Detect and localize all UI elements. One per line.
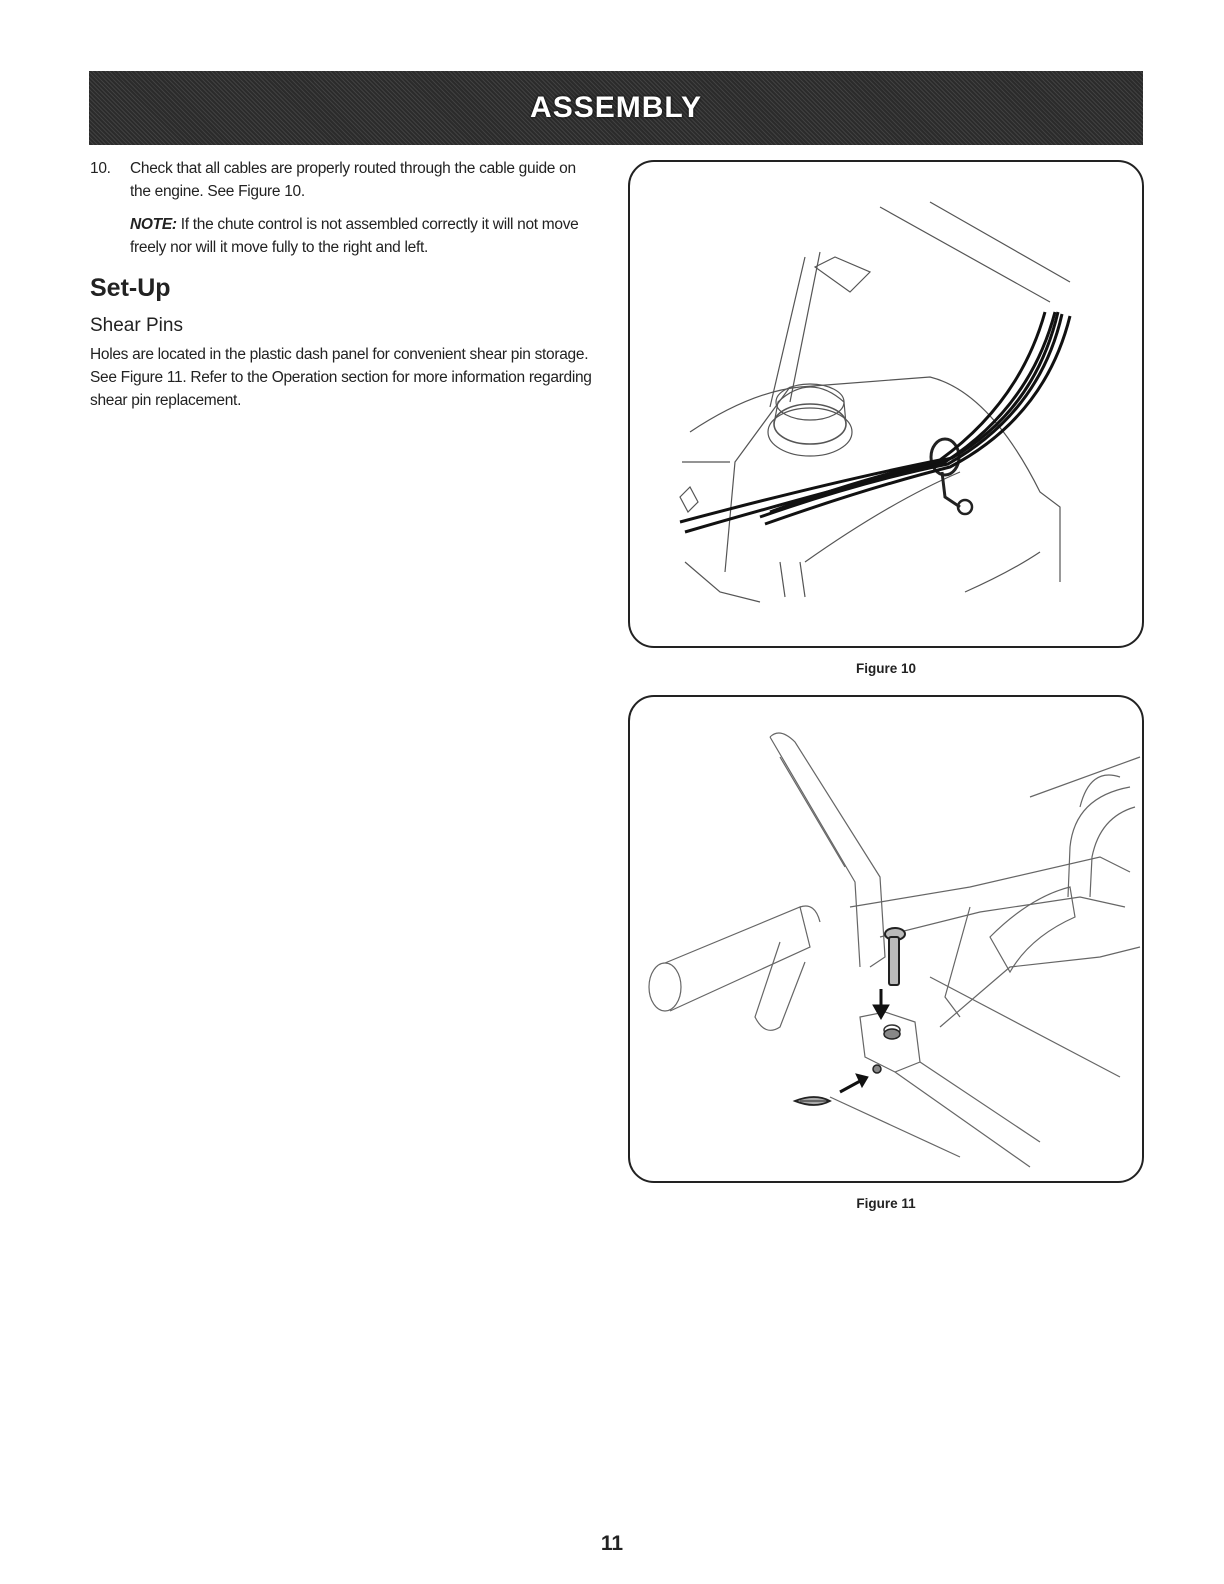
note bbox=[130, 213, 600, 259]
figure-11-frame bbox=[628, 695, 1144, 1183]
note-text: If the chute control is not assembled correctly it will not move freely nor will it move fully to the right and left. bbox=[130, 216, 579, 256]
step-number: 10. bbox=[90, 160, 111, 177]
figure-10-frame bbox=[628, 160, 1144, 648]
subsection-title-shear-pins: Shear Pins bbox=[90, 315, 183, 336]
figure-10-illustration bbox=[630, 162, 1142, 646]
step-10 bbox=[90, 157, 600, 203]
figure-11-caption: Figure 11 bbox=[856, 1196, 916, 1211]
header-bar bbox=[89, 71, 1143, 145]
left-column bbox=[90, 157, 600, 412]
page-title: ASSEMBLY bbox=[530, 91, 702, 124]
step-text: Check that all cables are properly routed through the cable guide on the engine. See Figure 10. bbox=[130, 160, 576, 200]
figure-11-illustration bbox=[630, 697, 1142, 1181]
note-label: NOTE: bbox=[130, 216, 177, 233]
page-number: 11 bbox=[600, 1532, 624, 1555]
section-title-setup: Set-Up bbox=[90, 274, 171, 302]
figure-10-caption: Figure 10 bbox=[855, 661, 917, 676]
shear-pins-text: Holes are located in the plastic dash panel for convenient shear pin storage. See Figure 11. Refer to the Operation section for more information regarding shear pin replacement. bbox=[90, 346, 592, 409]
